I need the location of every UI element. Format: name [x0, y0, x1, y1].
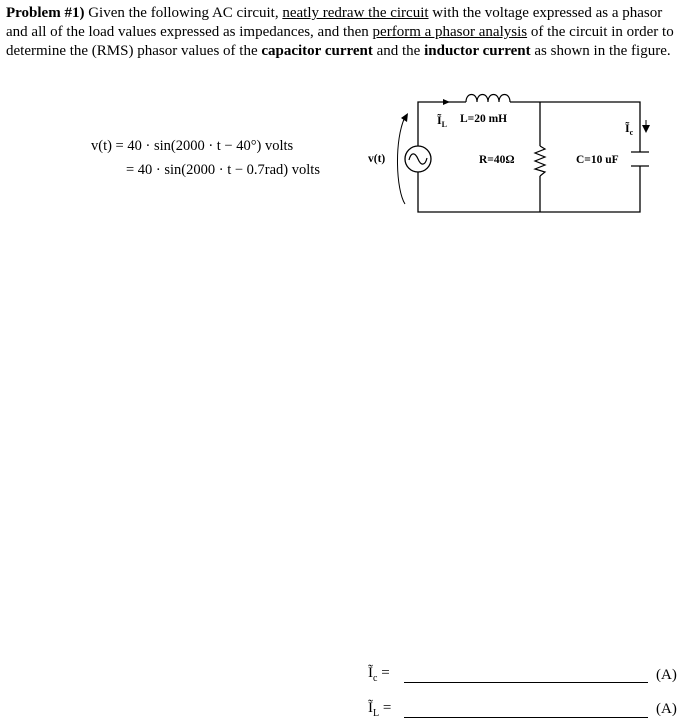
problem-number: Problem #1)	[6, 5, 85, 21]
inductor-current-arrow	[436, 99, 450, 105]
capacitor-current-label: $Ĩ_c$	[625, 121, 634, 137]
capacitor-label: C=10 uF	[576, 154, 619, 166]
instruction-phasor-analysis: perform a phasor analysis	[372, 24, 528, 40]
problem-text-2: with the voltage expressed as a phasor and all of the load values expressed as impedances, and then	[6, 5, 663, 40]
answer-inductor-current-blank[interactable]	[404, 717, 648, 718]
problem-text-4: and the	[372, 43, 425, 59]
answer-capacitor-current-unit: (A)	[656, 667, 677, 683]
problem-text-5: as shown in the figure.	[530, 43, 671, 59]
target-inductor-current: inductor current	[424, 43, 531, 59]
inductor-symbol	[466, 95, 510, 103]
problem-text-1: Given the following AC circuit,	[84, 5, 283, 21]
target-capacitor-current: capacitor current	[261, 43, 373, 59]
answer-capacitor-current-label: $Ĩ_c$ =	[368, 665, 390, 684]
source-voltage-arc-arrow	[397, 113, 408, 204]
inductor-label: L=20 mH	[460, 113, 508, 125]
voltage-equation-degrees: v(t) = 40 · sin(2000 · t − 40°) volts	[91, 138, 294, 154]
answer-inductor-current-unit: (A)	[656, 701, 677, 717]
answer-capacitor-current-blank[interactable]	[404, 682, 648, 683]
capacitor-symbol	[631, 152, 649, 166]
source-label: v(t)	[368, 153, 386, 165]
inductor-current-label: $Ĩ_L$	[437, 113, 448, 129]
problem-text-3: of the circuit in order to determine the (RMS) phasor values of the	[6, 24, 674, 59]
capacitor-current-arrow	[642, 120, 650, 133]
instruction-redraw: neatly redraw the circuit	[282, 5, 429, 21]
voltage-source-symbol	[405, 146, 431, 172]
answer-inductor-current-label: $Ĩ_L$ =	[368, 700, 392, 719]
resistor-symbol	[535, 146, 545, 176]
voltage-equation-radians: = 40 · sin(2000 · t − 0.7rad) volts	[126, 162, 320, 178]
resistor-label: R=40Ω	[479, 154, 515, 166]
